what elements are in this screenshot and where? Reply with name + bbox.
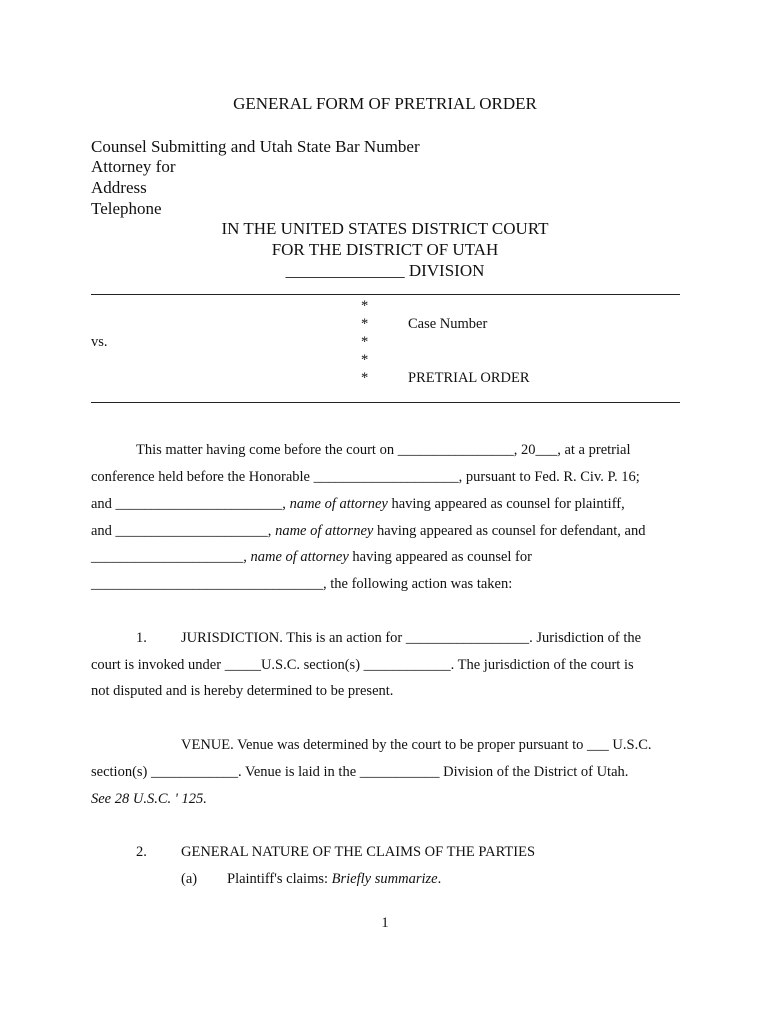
section-heading: GENERAL NATURE OF THE CLAIMS OF THE PARTIES <box>181 844 536 860</box>
paragraph-line: ________________________________, the following action was taken: <box>91 576 513 592</box>
paragraph-line: _____________________, name of attorney having appeared as counsel for <box>91 549 532 565</box>
jurisdiction-line: court is invoked under _____U.S.C. section(s) ____________. The jurisdiction of the court is <box>91 657 634 673</box>
pretrial-order-label: PRETRIAL ORDER <box>408 370 530 386</box>
jurisdiction-line: not disputed and is hereby determined to be present. <box>91 683 394 699</box>
section-number: 1. <box>136 630 147 646</box>
caption-bottom-rule <box>91 402 680 403</box>
versus-label: vs. <box>91 334 108 350</box>
address-line: Address <box>91 178 147 197</box>
caption-star: * <box>361 334 369 350</box>
paragraph-line: and _______________________, name of attorney having appeared as counsel for plaintiff, <box>91 496 625 512</box>
attorney-for-line: Attorney for <box>91 157 176 176</box>
venue-line: VENUE. Venue was determined by the court to be proper pursuant to ___ U.S.C. <box>181 737 652 753</box>
caption-star: * <box>361 352 369 368</box>
caption-star: * <box>361 298 369 314</box>
case-number-label: Case Number <box>408 316 488 332</box>
section-number: 2. <box>136 844 147 860</box>
venue-citation: See 28 U.S.C. ' 125. <box>91 791 207 807</box>
counsel-line: Counsel Submitting and Utah State Bar Number <box>91 137 420 156</box>
jurisdiction-line: JURISDICTION. This is an action for _________________. Jurisdiction of the <box>181 630 642 646</box>
caption-star: * <box>361 316 369 332</box>
court-division: ______________ DIVISION <box>285 261 485 280</box>
paragraph-line: and _____________________, name of attorney having appeared as counsel for defendant, and <box>91 523 646 539</box>
caption-top-rule <box>91 294 680 295</box>
paragraph-line: conference held before the Honorable ____________________, pursuant to Fed. R. Civ. P. 16; <box>91 469 640 485</box>
telephone-line: Telephone <box>91 199 162 218</box>
page-title: GENERAL FORM OF PRETRIAL ORDER <box>233 94 537 113</box>
court-district: FOR THE DISTRICT OF UTAH <box>271 240 499 259</box>
plaintiff-claims-line: Plaintiff's claims: Briefly summarize. <box>227 871 442 887</box>
subsection-label: (a) <box>181 871 198 887</box>
paragraph-line: This matter having come before the court on ________________, 20___, at a pretrial <box>136 442 631 458</box>
caption-star: * <box>361 370 369 386</box>
page-number: 1 <box>381 915 389 931</box>
venue-line: section(s) ____________. Venue is laid in the ___________ Division of the District of Utah. <box>91 764 629 780</box>
court-name: IN THE UNITED STATES DISTRICT COURT <box>221 219 549 238</box>
